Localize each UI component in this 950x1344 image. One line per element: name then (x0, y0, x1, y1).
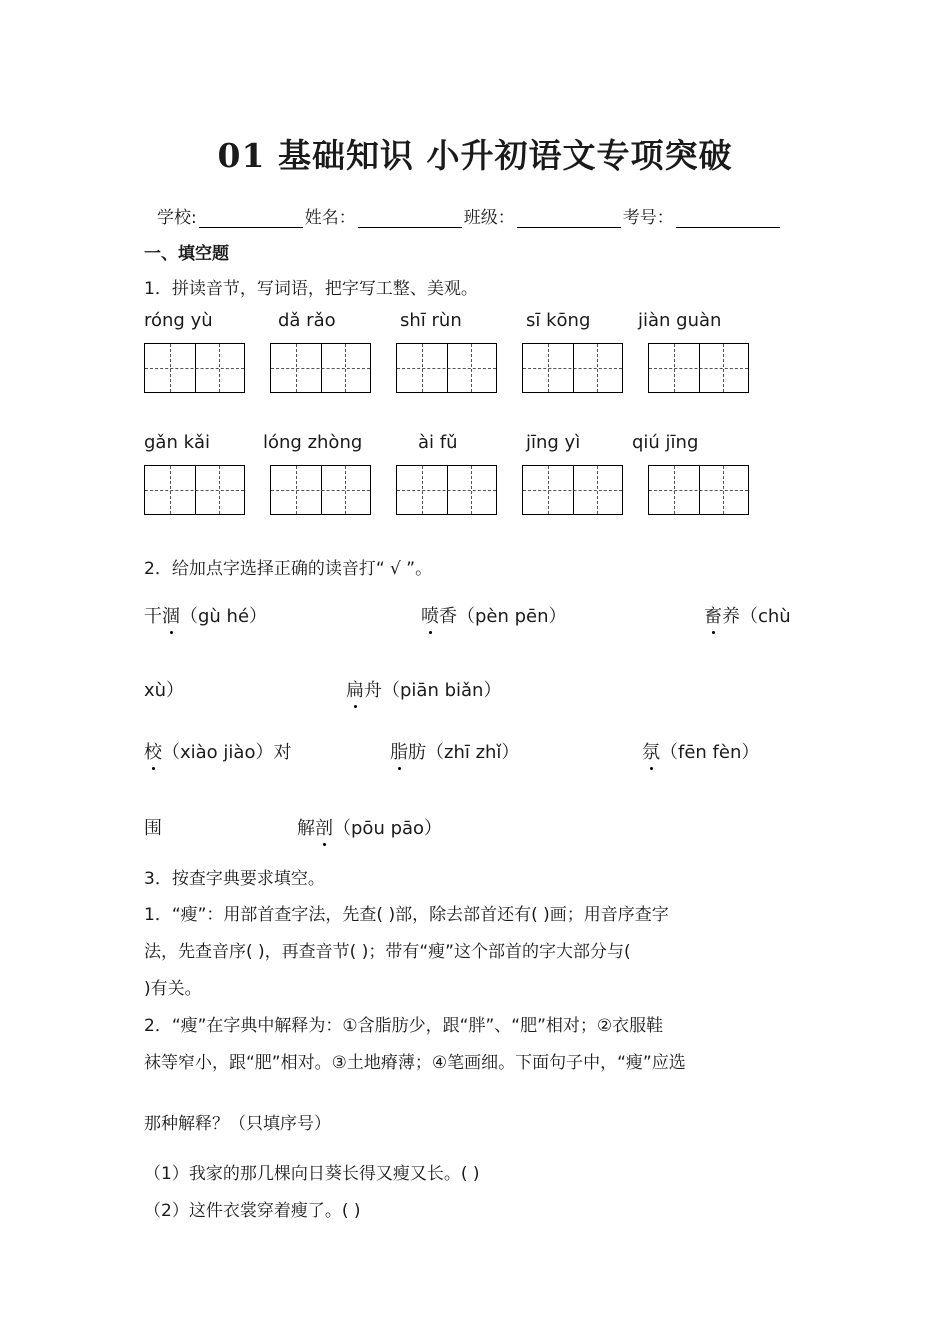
q3-text-line: 那种解释？（只填序号） (144, 1114, 331, 1134)
q2-prompt: 2．给加点字选择正确的读音打“ √ ”。 (144, 559, 433, 579)
writing-grid[interactable] (522, 343, 623, 393)
writing-grid[interactable] (270, 465, 371, 515)
pronunciation-item: 氛（fēn fèn） (642, 738, 759, 764)
q3-text-line: 袜等窄小，跟“肥”相对。③土地瘠薄；④笔画细。下面句子中，“瘦”应选 (144, 1053, 686, 1073)
page-title: 01 基础知识 小升初语文专项突破 (217, 136, 733, 175)
pronunciation-item: 解剖（pōu pāo） (297, 814, 442, 840)
q3-sentence: （1）我家的那几棵向日葵长得又瘦又长。( ) (144, 1164, 480, 1184)
pinyin-label: sī kōng (526, 310, 591, 331)
pronunciation-item: 校（xiào jiào）对 (144, 738, 291, 764)
writing-grid[interactable] (396, 343, 497, 393)
number-blank[interactable] (676, 209, 780, 228)
pinyin-label: jiàn guàn (638, 310, 722, 331)
q3-text-line: )有关。 (144, 979, 202, 999)
writing-grid[interactable] (648, 343, 749, 393)
class-blank[interactable] (517, 209, 621, 228)
q1-prompt: 1．拼读音节，写词语，把字写工整、美观。 (144, 279, 478, 299)
pronunciation-item: 脂肪（zhī zhǐ） (390, 738, 519, 764)
pinyin-label: dǎ rǎo (278, 310, 336, 331)
pronunciation-item: 扁舟（piān biǎn） (346, 676, 501, 702)
name-label: 姓名： (304, 208, 356, 228)
pronunciation-item: 围 (144, 818, 162, 839)
writing-grid[interactable] (396, 465, 497, 515)
pinyin-label: shī rùn (400, 310, 462, 331)
q3-text-line: 1．“瘦”：用部首查字法，先查( )部，除去部首还有( )画；用音序查字 (144, 905, 669, 925)
writing-grid[interactable] (144, 465, 245, 515)
number-label: 考号： (622, 208, 674, 228)
writing-grid[interactable] (144, 343, 245, 393)
pinyin-label: jīng yì (526, 432, 581, 453)
pinyin-label: lóng zhòng (263, 432, 363, 453)
pinyin-label: qiú jīng (632, 432, 699, 453)
school-label: 学校: (157, 208, 197, 228)
section-heading: 一、填空题 (144, 244, 229, 264)
student-info-line (157, 203, 782, 228)
pinyin-label: ài fǔ (418, 432, 458, 453)
pronunciation-item: 喷香（pèn pēn） (421, 602, 567, 628)
q3-prompt: 3．按查字典要求填空。 (144, 869, 325, 889)
school-blank[interactable] (199, 209, 303, 228)
q3-text-line: 法，先查音序( )，再查音节( )；带有“瘦”这个部首的字大部分与( (144, 942, 631, 962)
q3-sentence: （2）这件衣裳穿着瘦了。( ) (144, 1201, 361, 1221)
writing-grid[interactable] (648, 465, 749, 515)
pronunciation-item: xù） (144, 680, 185, 701)
pronunciation-item: 畜养（chù (704, 602, 791, 628)
pinyin-label: gǎn kǎi (144, 432, 211, 453)
q3-text-line: 2．“瘦”在字典中解释为：①含脂肪少，跟“胖”、“肥”相对；②衣服鞋 (144, 1016, 664, 1036)
writing-grid[interactable] (522, 465, 623, 515)
pinyin-label: róng yù (144, 310, 213, 331)
writing-grid[interactable] (270, 343, 371, 393)
name-blank[interactable] (358, 209, 462, 228)
pronunciation-item: 干涸（gù hé） (144, 602, 267, 628)
class-label: 班级： (463, 208, 515, 228)
